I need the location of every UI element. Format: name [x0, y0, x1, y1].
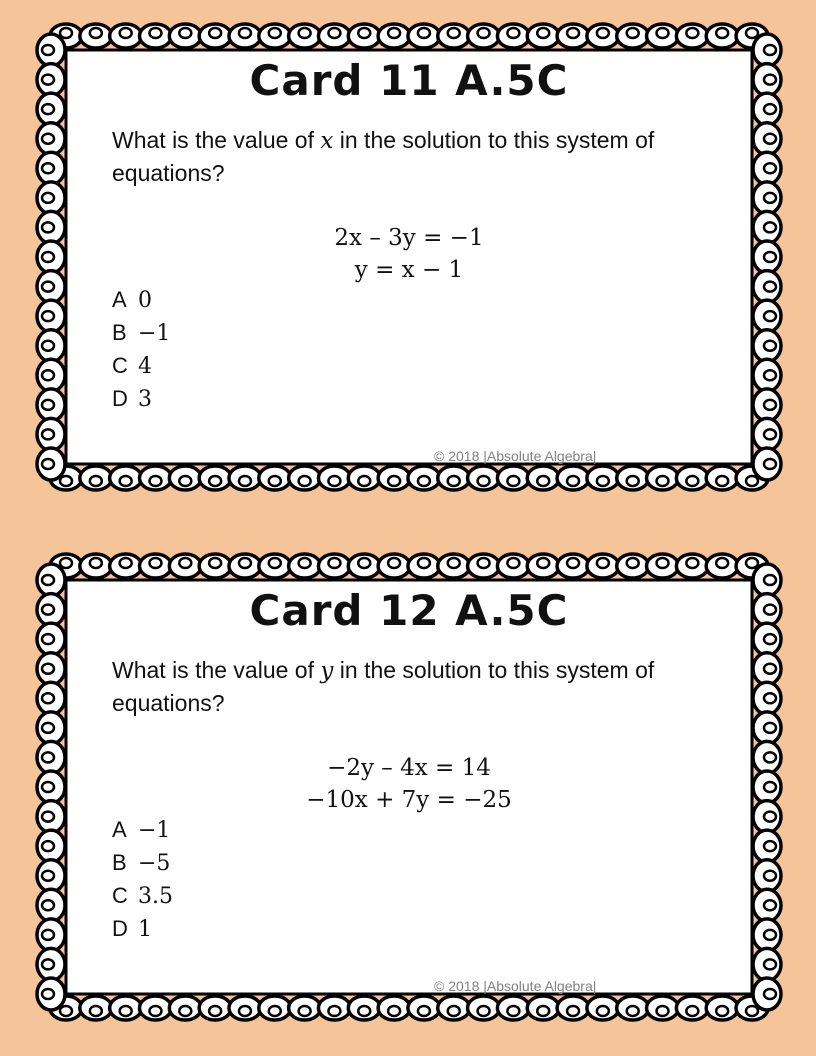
- choice-letter: B: [112, 320, 127, 345]
- question-variable: x: [320, 128, 334, 154]
- choice-letter: D: [112, 916, 128, 941]
- choice-letter: A: [112, 817, 127, 842]
- choice-c: [112, 880, 173, 913]
- choice-b: [112, 847, 173, 880]
- choice-letter: B: [112, 850, 127, 875]
- equation-2: y = x − 1: [354, 257, 464, 283]
- choice-d: [112, 913, 173, 946]
- choice-value: 1: [138, 917, 152, 942]
- choice-letter: C: [112, 353, 128, 378]
- task-card-11: [28, 12, 790, 502]
- equation-2: −10x + 7y = −25: [306, 787, 512, 813]
- question-text: [112, 654, 712, 719]
- choice-value: 0: [138, 288, 152, 313]
- choice-c: [112, 350, 170, 383]
- choice-value: 3: [138, 387, 152, 412]
- question-text-start: What is the value of: [112, 127, 321, 153]
- choice-a: [112, 814, 173, 847]
- choice-value: −5: [138, 851, 171, 876]
- question-text-end: in the solution to this system of equations?: [112, 657, 655, 716]
- equation-system: [28, 222, 790, 286]
- task-card-12: [28, 542, 790, 1032]
- choice-letter: C: [112, 883, 128, 908]
- equation-system: [28, 752, 790, 816]
- card-title: Card 11 A.5C: [249, 56, 569, 105]
- card-title: Card 12 A.5C: [249, 586, 569, 635]
- equation-1: 2x – 3y = −1: [334, 225, 484, 251]
- choice-letter: D: [112, 386, 128, 411]
- choice-value: −1: [138, 818, 171, 843]
- choice-letter: A: [112, 287, 127, 312]
- choice-value: −1: [138, 321, 171, 346]
- copyright-notice: © 2018 |Absolute Algebra|: [434, 978, 597, 994]
- choice-a: [112, 284, 170, 317]
- choice-d: [112, 383, 170, 416]
- copyright-notice: © 2018 |Absolute Algebra|: [434, 448, 597, 464]
- choice-value: 3.5: [138, 884, 173, 909]
- choice-b: [112, 317, 170, 350]
- question-text-end: in the solution to this system of equations?: [112, 127, 655, 186]
- choice-value: 4: [138, 354, 152, 379]
- question-text: [112, 124, 712, 189]
- equation-1: −2y – 4x = 14: [327, 755, 491, 781]
- question-variable: y: [320, 658, 334, 684]
- answer-choices: [112, 284, 170, 416]
- question-text-start: What is the value of: [112, 657, 321, 683]
- answer-choices: [112, 814, 173, 946]
